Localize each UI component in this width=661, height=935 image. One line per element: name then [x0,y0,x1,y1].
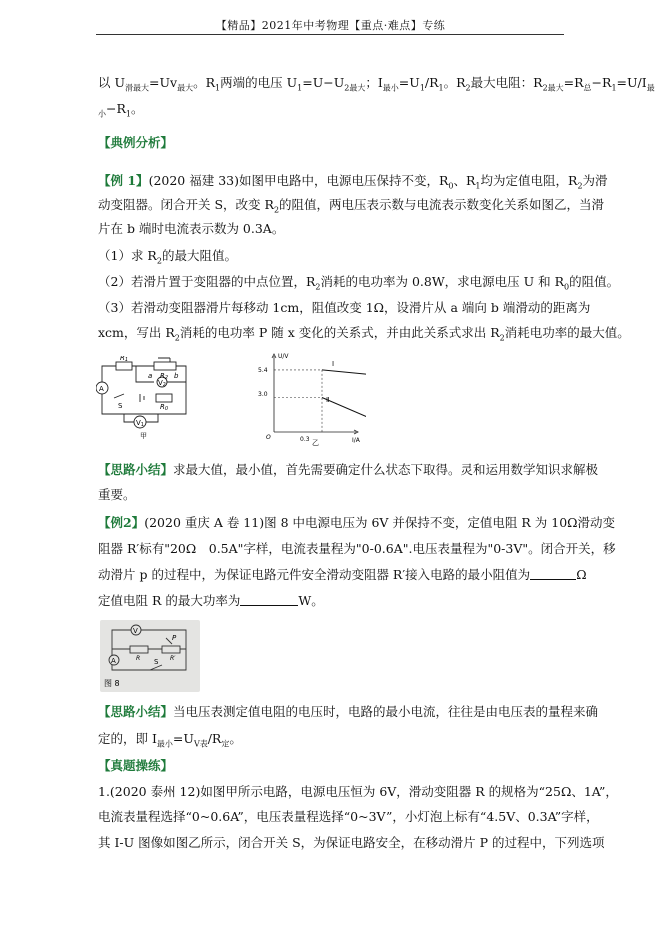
label-r2: R2 [160,372,169,381]
label-r0: R0 [160,403,169,412]
ex1-question-1: （1）求 $R_2$的最大阻值。 [98,248,237,266]
ex2-label: 【例2】 [98,515,145,530]
label-ammeter: A [99,385,104,393]
fig8-label-rprime: R′ [170,655,176,662]
graph-series-label-2: Ⅱ [326,396,330,404]
q1-line-3: 其 I-U 图像如图乙所示，闭合开关 S，为保证电路安全，在移动滑片 P 的过程中，下列选项 [98,835,605,850]
circuit-figure-jia [96,356,196,442]
ex1-question-3-cont: xcm，写出 $R_2$消耗的电功率 P 随 x 变化的关系式，并由此关系式求出 $R_2$消耗电功率的最大值。 [98,325,630,343]
ex1-label: 【例 1】 [98,173,149,188]
ex2-line-1: 【例2】(2020 重庆 A 卷 11)图 8 中电源电压为 6V 并保持不变，定值电阻 R 为 10Ω滑动变 [98,515,616,530]
fig8-label-s: S [154,658,159,666]
label-v2: V2 [158,379,166,388]
fig8-label-p: P [172,634,177,642]
caption-jia: 甲 [140,432,147,440]
circuit-figure-8 [100,620,200,692]
graph-xtick: 0.3 [300,436,310,443]
fig8-label-r: R [136,655,141,662]
graph-ytick-1: 5.4 [258,367,268,374]
label-s: S [118,402,123,410]
fig8-label-v: V [133,627,138,635]
answer-blank-1[interactable] [530,567,576,580]
label-r1: R1 [120,356,129,363]
page-header: 【精品】2021年中考物理【重点·难点】专练 [215,19,446,32]
intro-line-1: 以 $U_{滑最大}=Uv_{最大}$。$R_1$两端的电压 $U_1=U-U_{2最大}$；$I_{最小}=U_1/R_1$。$R_2$最大电阻：$R_{2最大}=R_总-R_1=U/I_最$ [98,75,655,93]
ex1-question-3: （3）若滑动变阻器滑片每移动 1cm，阻值改变 1Ω，设滑片从 a 端向 b 端滑动的距离为 [98,300,591,315]
ex1-question-2: （2）若滑片置于变阻器的中点位置，$R_2$消耗的电功率为 0.8W，求电源电压 U 和 $R_0$的阻值。 [98,274,620,292]
section-title-practice: 【真题操练】 [98,758,174,773]
summary2-label: 【思路小结】 [98,704,174,719]
header-divider [96,34,564,35]
graph-origin: O [266,434,271,441]
graph-series-line-1 [322,370,366,375]
graph-ytick-2: 3.0 [258,391,268,398]
graph-series-label-1: Ⅰ [332,360,335,368]
graph-ylabel: U/V [278,353,289,360]
answer-blank-2[interactable] [240,593,298,606]
graph-caption: 乙 [312,439,319,446]
ex2-line-3: 动滑片 p 的过程中，为保证电路元件安全滑动变阻器 R′接入电路的最小阻值为 Ω [98,567,587,582]
ex1-line-3: 片在 b 端时电流表示数为 0.3A。 [98,221,285,236]
graph-figure-yi [256,350,366,446]
q1-line-1: 1.(2020 泰州 12)如图甲所示电路，电源电压恒为 6V，滑动变阻器 R 的规格为“25Ω、1A”， [98,784,618,799]
summary2-line-1: 【思路小结】当电压表测定值电阻的电压时，电路的最小电流，往往是由电压表的量程来确 [98,704,599,719]
summary1-line-1: 【思路小结】求最大值，最小值，首先需要确定什么状态下取得。灵和运用数学知识求解极 [98,462,599,477]
ex2-line-4: 定值电阻 R 的最大功率为 W。 [98,593,324,608]
q1-line-2: 电流表量程选择“0~0.6A”，电压表量程选择“0~3V”，小灯泡上标有“4.5V、0.3A”字样， [98,809,599,824]
ex2-line-2: 阻器 R′标有"20Ω 0.5A"字样，电流表量程为"0-0.6A".电压表量程为"0-3V"。闭合开关，移 [98,541,616,556]
label-v1: V1 [136,419,144,428]
label-b: b [174,372,179,380]
intro-line-2: $_小-R_1$。 [98,101,144,119]
fig8-caption: 图 8 [104,679,120,688]
summary2-line-2: 定的，即 $I_{最小}=U_{V表}/R_定$。 [98,731,242,749]
graph-xlabel: I/A [352,437,360,444]
section-title-analysis: 【典例分析】 [98,135,174,150]
graph-series-line-2 [322,398,366,419]
label-a: a [148,372,153,380]
ex1-line-2: 动变阻器。闭合开关 S，改变 $R_2$的阻值，两电压表示数与电流表示数变化关系如图乙，当滑 [98,197,605,215]
fig8-label-a: A [111,657,116,665]
summary1-line-2: 重要。 [98,487,136,502]
ex1-line-1: 【例 1】(2020 福建 33)如图甲电路中，电源电压保持不变，$R_0$、$R_1$均为定值电阻，$R_2$为滑 [98,173,608,191]
summary1-label: 【思路小结】 [98,462,174,477]
